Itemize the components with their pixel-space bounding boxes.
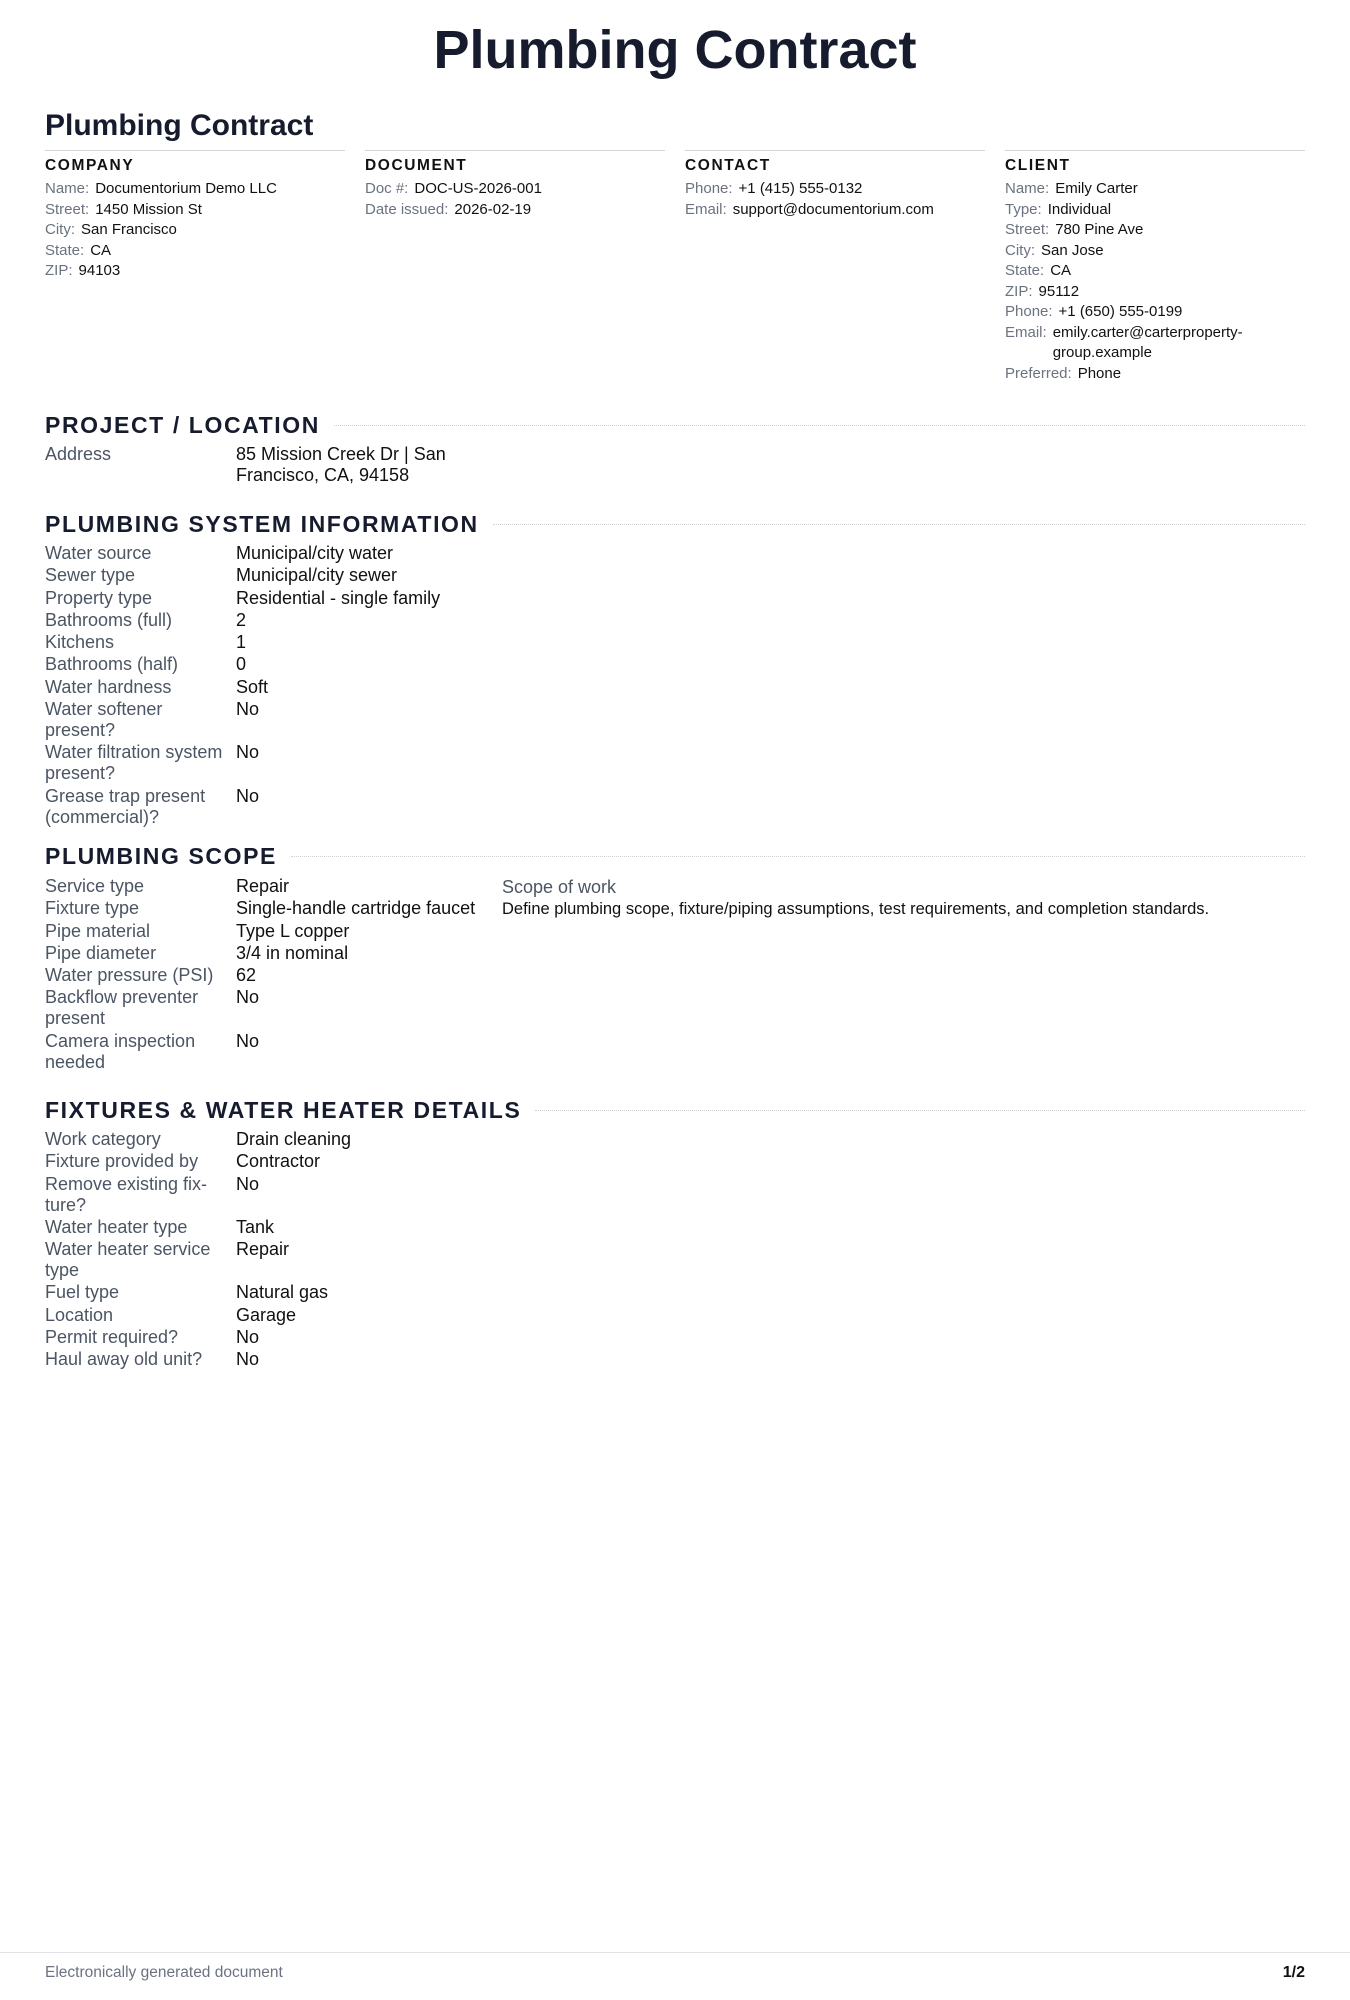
haul-away-row: Haul away old unit? No [45, 1349, 260, 1370]
contact-phone-field: Phone: +1 (415) 555-0132 [685, 180, 863, 197]
section-divider [535, 1110, 1305, 1111]
scope-section-header [45, 842, 1305, 870]
water-softener-row: Water softener present? No [45, 699, 260, 741]
water-heater-type-row: Water heater type Tank [45, 1216, 275, 1237]
fixtures-section-header [45, 1096, 1305, 1124]
fixtures-heading: FIXTURES & WATER HEATER DETAILS [45, 1097, 522, 1123]
client-phone-field: Phone: +1 (650) 555-0199 [1005, 303, 1183, 320]
company-state-field: State: CA [45, 241, 112, 259]
project-section-header [45, 411, 1305, 439]
water-pressure-row: Water pressure (PSI) 62 [45, 965, 257, 986]
fixture-provided-row: Fixture provided by Contractor [45, 1151, 321, 1172]
service-type-row: Service type Repair [45, 876, 290, 896]
water-filtration-row: Water filtration system present? No [45, 742, 260, 784]
project-heading: PROJECT / LOCATION [45, 412, 320, 438]
water-heater-service-row: Water heater service type Repair [45, 1239, 290, 1281]
address-row: Address 85 Mission Creek Dr | San Francisco, CA, 94158 [45, 444, 446, 485]
backflow-preventer-row: Backflow preventer present No [45, 987, 260, 1029]
pipe-diameter-row: Pipe diameter 3/4 in nominal [45, 942, 349, 963]
system-section-header [45, 510, 1305, 538]
date-issued-field: Date issued: 2026-02-19 [365, 200, 532, 218]
company-block [45, 150, 345, 282]
footer-note: Electronically generated document [45, 1964, 283, 1981]
work-category-row: Work category Drain cleaning [45, 1129, 352, 1149]
contact-email-field: Email: support@documentorium.com [685, 200, 934, 218]
client-street-field: Street: 780 Pine Ave [1005, 221, 1144, 238]
client-email-field: Email: emily.carter@carterproperty-group.example [1005, 323, 1243, 361]
company-city-field: City: San Francisco [45, 221, 177, 238]
remove-existing-row: Remove existing fix-ture? No [45, 1173, 260, 1215]
document-title: Plumbing Contract [433, 20, 917, 80]
pipe-material-row: Pipe material Type L copper [45, 920, 350, 941]
section-divider [291, 856, 1305, 857]
project-rows [45, 444, 461, 487]
camera-inspection-row: Camera inspection needed No [45, 1030, 260, 1072]
scope-rows [45, 876, 475, 1074]
client-zip-field: ZIP: 95112 [1005, 282, 1080, 300]
document-heading: DOCUMENT [365, 157, 468, 174]
fixture-type-row: Fixture type Single-handle cartridge faucet [45, 898, 476, 919]
document-subtitle: Plumbing Contract [45, 109, 314, 142]
kitchens-row: Kitchens 1 [45, 632, 247, 653]
sewer-type-row: Sewer type Municipal/city sewer [45, 565, 398, 586]
client-heading: CLIENT [1005, 157, 1071, 174]
fixtures-rows [45, 1129, 351, 1372]
contact-heading: CONTACT [685, 157, 771, 174]
scope-of-work-label: Scope of work [502, 877, 617, 897]
footer-divider [0, 1952, 1350, 1953]
client-name-field: Name: Emily Carter [1005, 180, 1138, 197]
system-rows [45, 543, 440, 829]
client-block [1005, 150, 1305, 384]
water-hardness-row: Water hardness Soft [45, 676, 269, 697]
section-divider [493, 524, 1305, 525]
scope-heading: PLUMBING SCOPE [45, 843, 277, 869]
system-heading: PLUMBING SYSTEM INFORMATION [45, 511, 479, 537]
page-number: 1/2 [1282, 1964, 1305, 1981]
section-divider [334, 425, 1305, 426]
client-city-field: City: San Jose [1005, 241, 1104, 259]
fuel-type-row: Fuel type Natural gas [45, 1282, 329, 1303]
permit-required-row: Permit required? No [45, 1327, 260, 1348]
scope-of-work-block [502, 876, 1209, 920]
document-block [365, 150, 665, 220]
doc-number-field: Doc #: DOC-US-2026-001 [365, 180, 542, 197]
client-state-field: State: CA [1005, 262, 1072, 279]
water-source-row: Water source Municipal/city water [45, 543, 394, 563]
bathrooms-half-row: Bathrooms (half) 0 [45, 654, 247, 675]
property-type-row: Property type Residential - single family [45, 587, 441, 608]
location-row: Location Garage [45, 1304, 297, 1325]
client-type-field: Type: Individual [1005, 200, 1112, 218]
company-zip-field: ZIP: 94103 [45, 262, 121, 279]
company-name-field: Name: Documentorium Demo LLC [45, 180, 277, 197]
company-heading: COMPANY [45, 157, 135, 174]
contact-block [685, 150, 985, 220]
grease-trap-row: Grease trap present (commercial)? No [45, 785, 260, 827]
bathrooms-full-row: Bathrooms (full) 2 [45, 609, 247, 630]
company-street-field: Street: 1450 Mission St [45, 200, 202, 218]
scope-of-work-text: Define plumbing scope, fixture/piping assumptions, test requirements, and completion standards. [502, 900, 1210, 918]
client-preferred-field: Preferred: Phone [1005, 364, 1122, 382]
